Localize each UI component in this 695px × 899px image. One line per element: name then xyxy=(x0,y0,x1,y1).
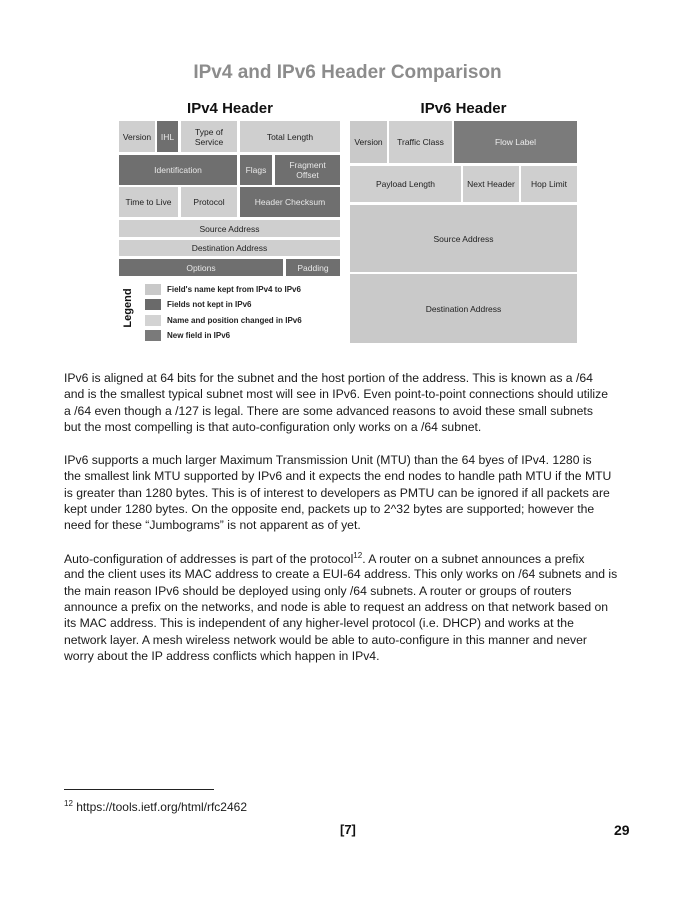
footnote-number: 12 xyxy=(64,799,73,808)
footnote-ref[interactable]: 12 xyxy=(353,551,363,560)
ipv6-destination: Destination Address xyxy=(350,274,577,343)
text: Auto-configuration of addresses is part of the protocol xyxy=(64,552,354,567)
paragraph-line: the smallest link MTU supported by IPv6 and it expects the end nodes to handle path MTU if the MTU xyxy=(64,469,612,483)
ipv6-version: Version xyxy=(350,121,387,163)
footnote-url[interactable]: https://tools.ietf.org/html/rfc2462 xyxy=(76,800,247,814)
paragraph-line: and is the smallest typical subnet most will see in IPv6. Even point-to-point connections should utilize xyxy=(64,387,608,401)
text: . A router on a subnet announces a prefix xyxy=(362,552,585,567)
ipv4-padding: Padding xyxy=(286,259,340,276)
paragraph-line xyxy=(64,551,584,566)
legend-item: Fields not kept in IPv6 xyxy=(167,300,252,309)
ipv6-hop-limit: Hop Limit xyxy=(521,166,577,202)
paragraph-line: and the client uses its MAC address to create a EUI-64 address. This only works on /64 subnets and is xyxy=(64,567,618,581)
footer-center: [7] xyxy=(340,822,356,837)
figure-title: IPv4 and IPv6 Header Comparison xyxy=(193,62,502,83)
paragraph-line: kept under 1280 bytes. On the opposite end, packets up to 2^32 bytes are supported; however the xyxy=(64,502,595,516)
legend-title: Legend xyxy=(122,288,134,328)
paragraph-line: a /64 even though a /127 is legal. There are some advanced reasons to avoid these small subnets xyxy=(64,404,593,418)
paragraph-line: is greater than 1280 bytes. This is of interest to developers as PMTU can be ignored if all packets are xyxy=(64,486,610,500)
ipv4-identification: Identification xyxy=(119,155,237,185)
ipv4-ihl: IHL xyxy=(157,121,178,152)
ipv6-heading: IPv6 Header xyxy=(420,100,507,117)
paragraph-line: the main reason IPv6 should be deployed using only /64 subnets. A router or groups of routers xyxy=(64,584,572,598)
ipv4-ttl: Time to Live xyxy=(119,187,178,217)
ipv6-payload-length: Payload Length xyxy=(350,166,461,202)
ipv6-traffic-class: Traffic Class xyxy=(389,121,452,163)
legend-swatch-changed xyxy=(145,315,161,326)
legend-swatch-not-kept xyxy=(145,299,161,310)
legend-item: Field's name kept from IPv4 to IPv6 xyxy=(167,285,301,294)
ipv4-tos: Type of Service xyxy=(181,121,237,152)
ipv4-version: Version xyxy=(119,121,155,152)
ipv6-next-header: Next Header xyxy=(463,166,519,202)
footnote-separator xyxy=(64,789,214,790)
paragraph-line: IPv6 supports a much larger Maximum Transmission Unit (MTU) than the 64 byes of IPv4. 1280 is xyxy=(64,453,592,467)
paragraph-line: IPv6 is aligned at 64 bits for the subnet and the host portion of the address. This is known as a /64 xyxy=(64,371,593,385)
paragraph-line: network layer. A mesh wireless network would be able to auto-configure in this manner and never xyxy=(64,633,587,647)
footnote xyxy=(64,799,247,814)
ipv6-source: Source Address xyxy=(350,205,577,272)
ipv4-checksum: Header Checksum xyxy=(240,187,340,217)
ipv4-total-length: Total Length xyxy=(240,121,340,152)
paragraph-line: but the most compelling is that auto-configuration only works on a /64 subnet. xyxy=(64,420,482,434)
ipv4-heading: IPv4 Header xyxy=(187,100,273,117)
ipv6-flow-label: Flow Label xyxy=(454,121,577,163)
legend-swatch-kept xyxy=(145,284,161,295)
paragraph-line: worry about the IP address conflicts which happen in IPv4. xyxy=(64,649,380,663)
paragraph-line: its MAC address. This is independent of any higher-level protocol (i.e. DHCP) and works at the xyxy=(64,616,574,630)
paragraph-line: announce a prefix on the networks, and node is able to request an address on that network based on xyxy=(64,600,609,614)
ipv4-fragment-offset: Fragment Offset xyxy=(275,155,340,185)
paragraph-line: need for these “Jumbograms” is not apparent as of yet. xyxy=(64,518,361,532)
legend-swatch-new xyxy=(145,330,161,341)
legend-item: Name and position changed in IPv6 xyxy=(167,316,302,325)
ipv4-source: Source Address xyxy=(119,220,340,237)
page-number: 29 xyxy=(614,822,630,838)
ipv4-protocol: Protocol xyxy=(181,187,237,217)
ipv4-options: Options xyxy=(119,259,283,276)
ipv4-destination: Destination Address xyxy=(119,240,340,256)
ipv4-flags: Flags xyxy=(240,155,272,185)
legend-item: New field in IPv6 xyxy=(167,331,231,340)
